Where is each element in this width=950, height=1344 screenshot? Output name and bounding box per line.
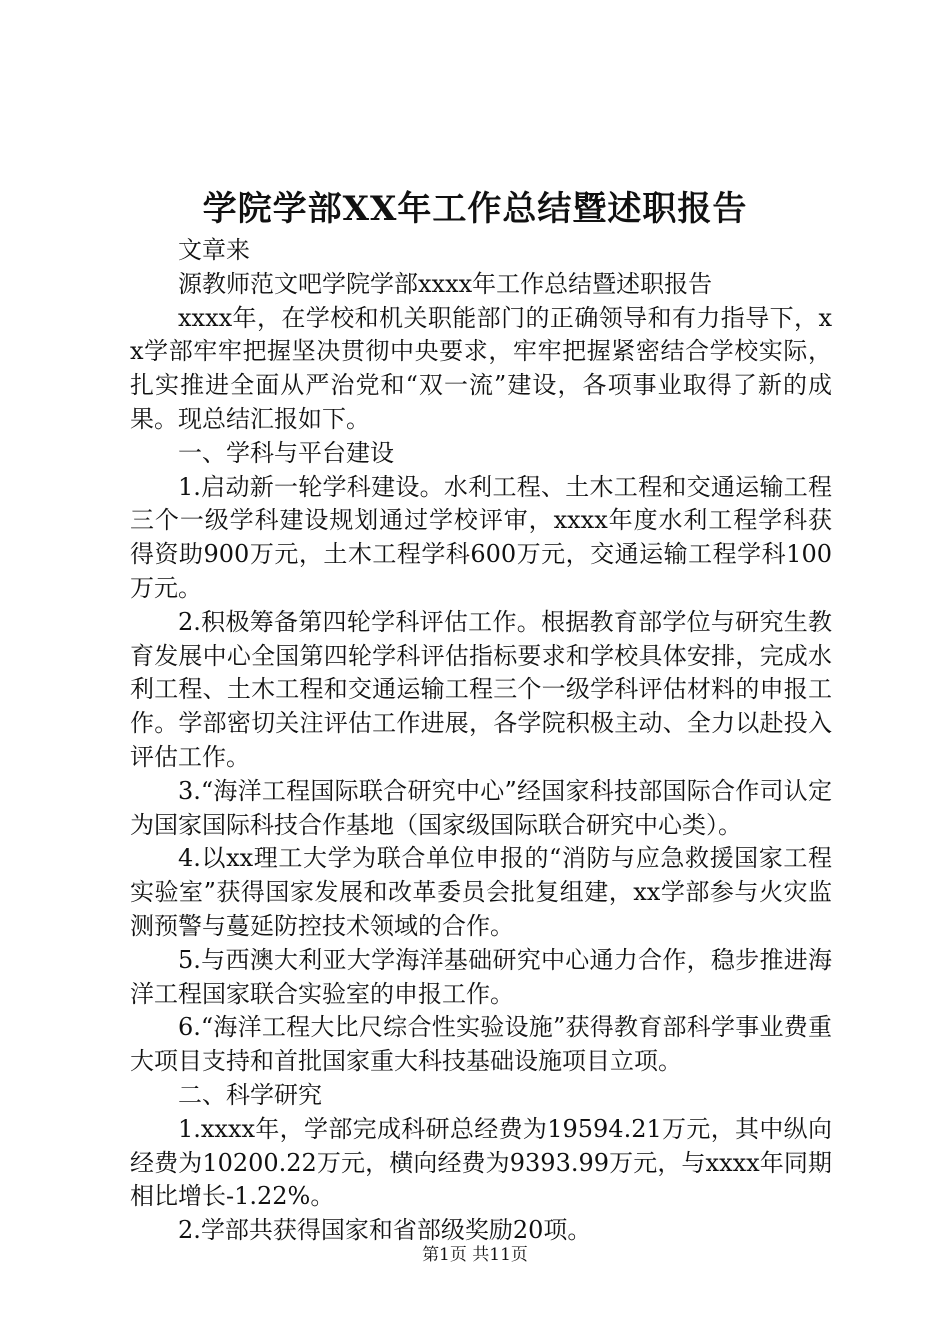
document-title: 学院学部XX年工作总结暨述职报告 xyxy=(202,189,748,229)
paragraph-source-line: 源教师范文吧学院学部xxxx年工作总结暨述职报告 xyxy=(178,269,713,298)
paragraph-item-1: 1.启动新一轮学科建设。水利工程、土木工程和交通运输工程三个一级学科建设规划通过学校评审，xxxx年度水利工程学科获得资助900万元，土木工程学科600万元，交通运输工程学科100万元。 xyxy=(130,472,832,602)
section-heading-discipline: 一、学科与平台建设 xyxy=(178,438,394,467)
paragraph-intro: xxxx年，在学校和机关职能部门的正确领导和有力指导下，xx学部牢牢把握坚决贯彻中央要求，牢牢把握紧密结合学校实际，扎实推进全面从严治党和“双一流”建设，各项事业取得了新的成果。现总结汇报如下。 xyxy=(130,303,832,433)
document-body xyxy=(130,234,832,1248)
paragraph-item-5: 5.与西澳大利亚大学海洋基础研究中心通力合作，稳步推进海洋工程国家联合实验室的申报工作。 xyxy=(130,945,832,1008)
paragraph-item-6: 6.“海洋工程大比尺综合性实验设施”获得教育部科学事业费重大项目支持和首批国家重大科技基础设施项目立项。 xyxy=(130,1013,832,1076)
paragraph-item-4: 4.以xx理工大学为联合单位申报的“消防与应急救援国家工程实验室”获得国家发展和改革委员会批复组建，xx学部参与火灾监测预警与蔓延防控技术领域的合作。 xyxy=(130,844,832,940)
paragraph-source-label: 文章来 xyxy=(178,236,250,264)
paragraph-research-2: 2.学部共获得国家和省部级奖励20项。 xyxy=(178,1216,592,1245)
page-number-footer: 第1页 共11页 xyxy=(422,1245,528,1265)
paragraph-item-2: 2.积极筹备第四轮学科评估工作。根据教育部学位与研究生教育发展中心全国第四轮学科评估指标要求和学校具体安排，完成水利工程、土木工程和交通运输工程三个一级学科评估材料的申报工作。学部密切关注评估工作进展，各学院积极主动、全力以赴投入评估工作。 xyxy=(130,607,832,771)
section-heading-research: 二、科学研究 xyxy=(178,1080,322,1109)
paragraph-research-1: 1.xxxx年，学部完成科研总经费为19594.21万元，其中纵向经费为10200.22万元，横向经费为9393.99万元，与xxxx年同期相比增长-1.22%。 xyxy=(130,1114,832,1211)
paragraph-item-3: 3.“海洋工程国际联合研究中心”经国家科技部国际合作司认定为国家国际科技合作基地（国家级国际联合研究中心类）。 xyxy=(130,776,832,839)
